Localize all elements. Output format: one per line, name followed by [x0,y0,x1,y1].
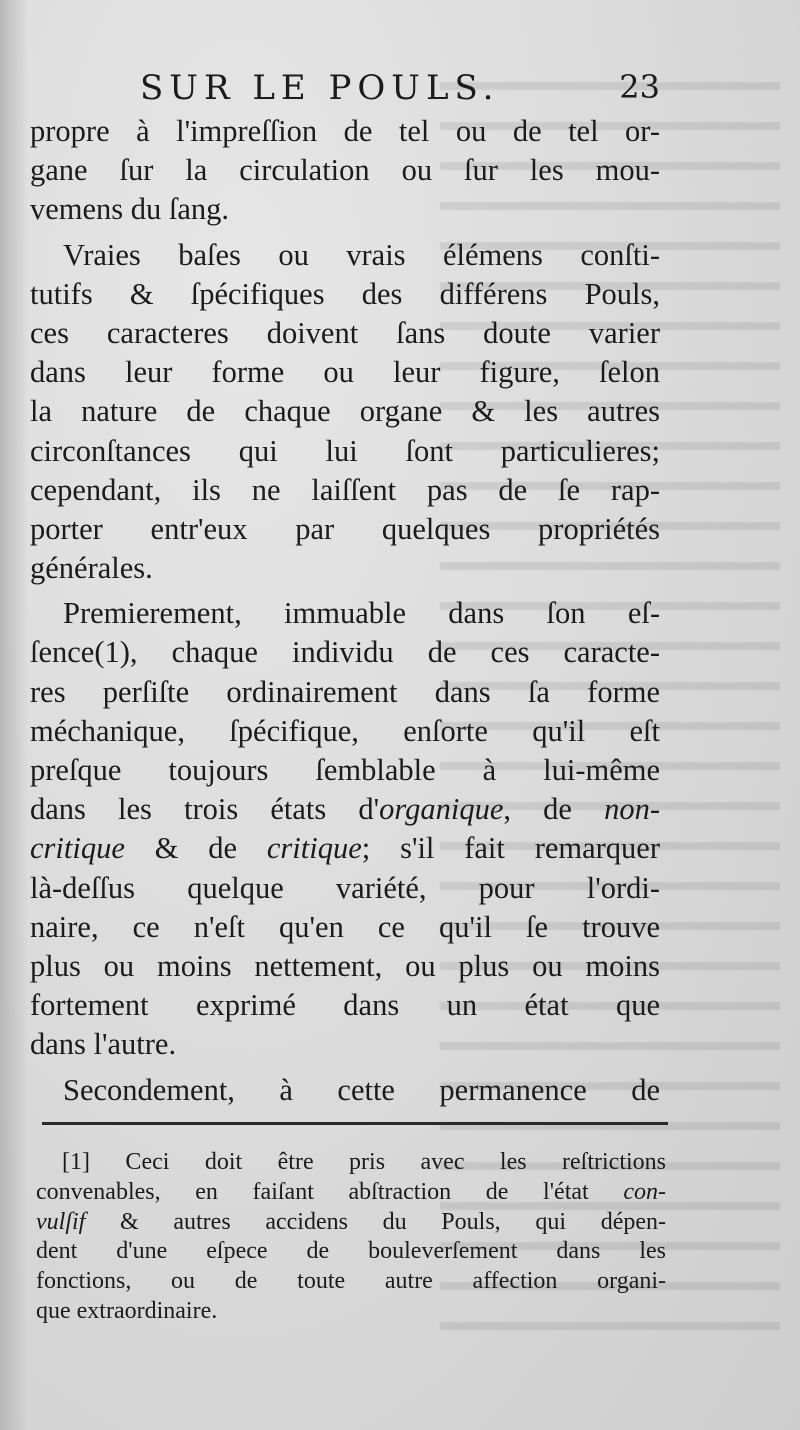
text-line: Secondement, à cette permanence de [63,1072,660,1107]
italic-run: critique [266,831,362,866]
text-line: là-deſſus quelque variété, pour l'ordi- [30,870,660,905]
italic-run: con- [623,1178,666,1205]
text-line: fortement exprimé dans un état que [30,988,660,1023]
text-line: dans l'autre. [30,1027,177,1062]
footnote-line: [1] Ceci doit être pris avec les reſtrictions [62,1149,666,1175]
text-run: , de [503,792,605,827]
text-line: Vraies baſes ou vrais élémens conſti- [63,237,660,272]
footnote-line: fonctions, ou de toute autre affection organi- [36,1268,666,1295]
text-line: gane ſur la circulation ou ſur les mou- [30,153,660,188]
text-line: porter entr'eux par quelques propriétés [30,511,660,546]
footnote-line: dent d'une eſpece de bouleverſement dans les [36,1238,666,1265]
running-title: SUR LE POULS. [140,68,500,108]
text-line: preſque toujours ſemblable à lui-même [30,753,660,787]
text-line-with-italics [30,790,660,829]
text-line: dans leur forme ou leur figure, ſelon [30,355,660,390]
main-text [30,112,660,1110]
text-run: ; s'il fait remarquer [361,831,660,866]
page-number: 23 [619,68,660,106]
text-line: res perſiſte ordinairement dans ſa forme [30,674,660,709]
text-run: & autres accidens du Pouls, qui dépen- [85,1208,666,1235]
text-line: ſence(1), chaque individu de ces caracte- [30,635,660,670]
text-run: convenables, en faiſant abſtraction de l'état [36,1178,624,1205]
text-line: méchanique, ſpécifique, enſorte qu'il eſt [30,713,660,748]
italic-run: vulſif [36,1208,86,1235]
text-line: la nature de chaque organe & les autres [30,394,660,429]
text-line: plus ou moins nettement, ou plus ou moins [30,948,660,983]
text-line: ces caracteres doivent ſans doute varier [30,315,660,350]
gutter-shadow [0,0,28,1430]
footnote [36,1148,666,1327]
italic-run: organique [379,792,504,827]
italic-run: non- [604,792,660,827]
footnote-rule [42,1122,668,1125]
text-line: cependant, ils ne laiſſent pas de ſe rap- [30,472,660,507]
footnote-line-with-italics [36,1178,666,1208]
text-line: propre à l'impreſſion de tel ou de tel or- [30,114,660,148]
text-line: générales. [30,551,153,586]
text-line: tutifs & ſpécifiques des différens Pouls, [30,276,660,311]
text-run: & de [124,831,267,866]
text-line-with-italics [30,829,660,868]
footnote-line: que extraordinaire. [36,1297,218,1324]
text-run: dans les trois états d' [30,792,380,827]
text-line: vemens du ſang. [30,192,230,227]
italic-run: critique [30,831,125,866]
footnote-line-with-italics [36,1208,666,1238]
text-line: Premierement, immuable dans ſon eſ- [63,596,660,631]
text-line: naire, ce n'eſt qu'en ce qu'il ſe trouve [30,909,660,944]
text-line: circonſtances qui lui ſont particulieres; [30,433,660,468]
running-header [140,68,660,108]
